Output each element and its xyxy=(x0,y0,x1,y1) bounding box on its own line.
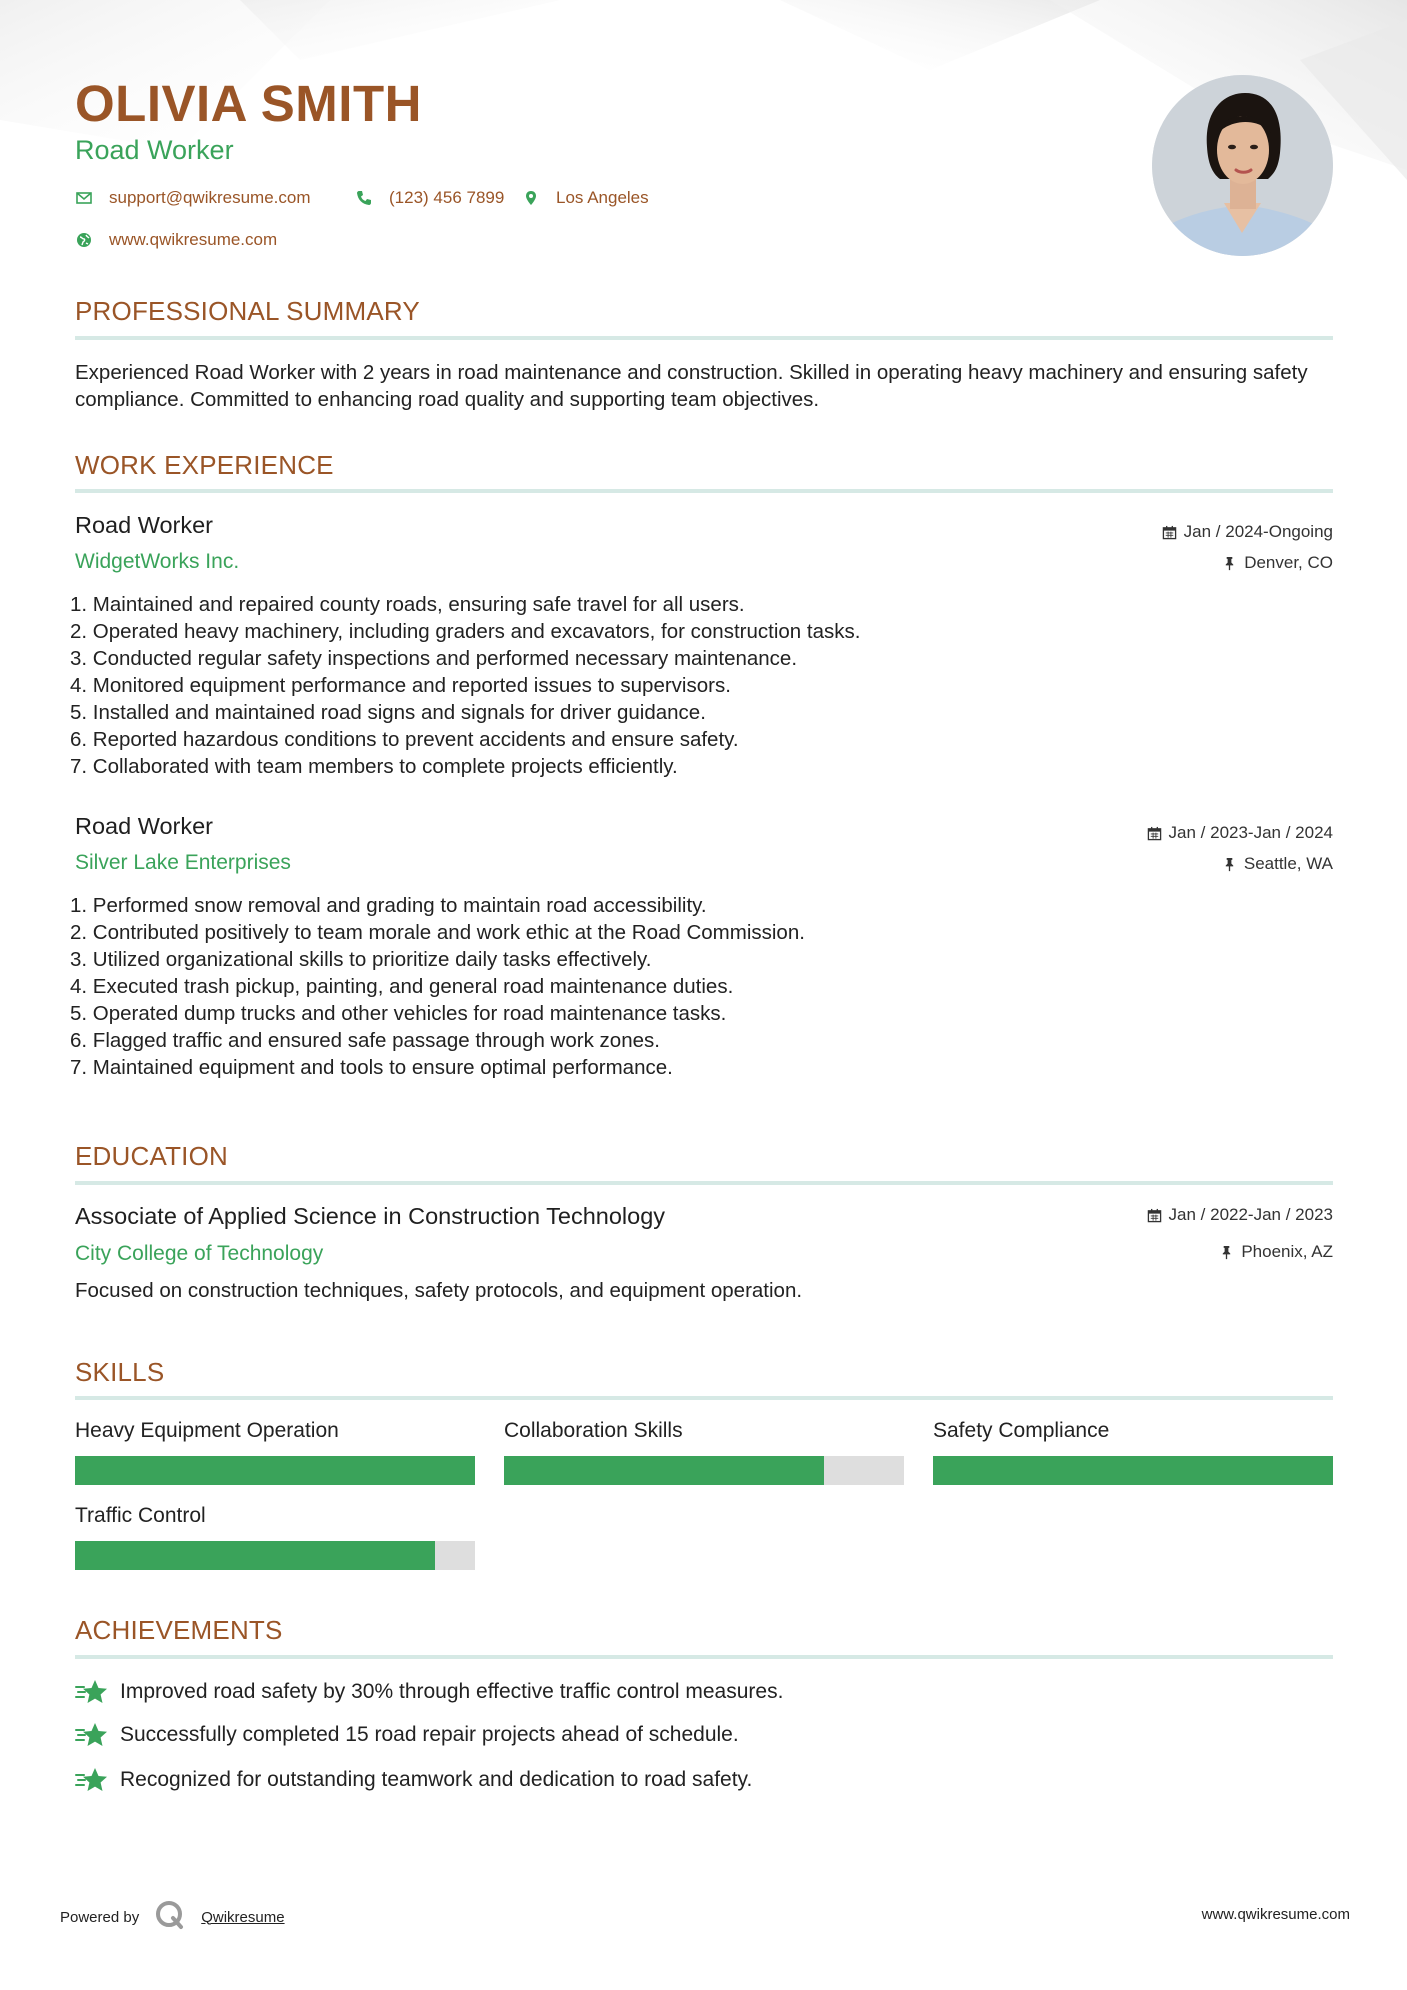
skills-heading: SKILLS xyxy=(75,1357,165,1387)
skills-divider xyxy=(75,1396,1333,1400)
job-1-company: WidgetWorks Inc. xyxy=(75,550,240,573)
list-item: 7. Maintained equipment and tools to ensure optimal performance. xyxy=(70,1056,673,1079)
achievements-heading: ACHIEVEMENTS xyxy=(75,1615,283,1645)
calendar-icon xyxy=(1162,525,1177,540)
achievements-divider xyxy=(75,1655,1333,1659)
achievement-2-text: Successfully completed 15 road repair projects ahead of schedule. xyxy=(120,1723,739,1746)
job-1-bullets xyxy=(70,591,1330,780)
education-location-text: Phoenix, AZ xyxy=(1241,1242,1333,1261)
education-dates xyxy=(1147,1205,1333,1225)
star-icon xyxy=(75,1766,109,1794)
experience-divider xyxy=(75,489,1333,493)
calendar-icon xyxy=(1147,1208,1162,1223)
list-item: 4. Executed trash pickup, painting, and general road maintenance duties. xyxy=(70,975,734,998)
star-icon xyxy=(75,1721,109,1749)
skill-4-label: Traffic Control xyxy=(75,1504,206,1527)
list-item: 6. Reported hazardous conditions to prevent accidents and ensure safety. xyxy=(70,728,739,751)
website-text: www.qwikresume.com xyxy=(109,230,278,249)
list-item: 2. Operated heavy machinery, including graders and excavators, for construction tasks. xyxy=(70,620,861,643)
skill-3-fill xyxy=(933,1456,1333,1485)
skill-4-fill xyxy=(75,1541,435,1570)
calendar-icon xyxy=(1147,826,1162,841)
skill-3-label: Safety Compliance xyxy=(933,1419,1110,1442)
location-text: Los Angeles xyxy=(556,188,649,207)
achievement-1 xyxy=(75,1678,783,1706)
phone-text: (123) 456 7899 xyxy=(389,188,505,207)
qwikresume-link[interactable]: Qwikresume xyxy=(201,1908,285,1926)
list-item: 4. Monitored equipment performance and reported issues to supervisors. xyxy=(70,674,731,697)
education-divider xyxy=(75,1181,1333,1185)
job-2-location-text: Seattle, WA xyxy=(1243,854,1333,873)
contact-phone[interactable] xyxy=(355,188,504,208)
achievement-3-text: Recognized for outstanding teamwork and dedication to road safety. xyxy=(120,1768,753,1791)
skill-1-bar xyxy=(75,1456,475,1485)
qwikresume-logo-icon xyxy=(155,1900,185,1934)
list-item: 3. Utilized organizational skills to prioritize daily tasks effectively. xyxy=(70,948,652,971)
job-2-company: Silver Lake Enterprises xyxy=(75,851,291,874)
list-item: 2. Contributed positively to team morale and work ethic at the Road Commission. xyxy=(70,921,805,944)
list-item: 5. Installed and maintained road signs and signals for driver guidance. xyxy=(70,701,706,724)
skill-4-bar xyxy=(75,1541,475,1570)
education-description: Focused on construction techniques, safety protocols, and equipment operation. xyxy=(75,1279,803,1302)
candidate-title: Road Worker xyxy=(75,135,234,165)
candidate-name: OLIVIA SMITH xyxy=(75,75,422,132)
job-1-location-text: Denver, CO xyxy=(1244,553,1333,572)
contact-website[interactable] xyxy=(75,230,277,250)
education-heading: EDUCATION xyxy=(75,1141,228,1171)
footer-website[interactable]: www.qwikresume.com xyxy=(1201,1906,1350,1923)
list-item: 1. Maintained and repaired county roads, ensuring safe travel for all users. xyxy=(70,593,745,616)
achievement-1-text: Improved road safety by 30% through effective traffic control measures. xyxy=(120,1680,784,1703)
contact-location xyxy=(522,188,649,208)
job-1-dates xyxy=(1162,522,1333,542)
skill-2-bar xyxy=(504,1456,904,1485)
job-2-role: Road Worker xyxy=(75,813,214,839)
list-item: 7. Collaborated with team members to complete projects efficiently. xyxy=(70,755,678,778)
achievement-2 xyxy=(75,1721,739,1749)
phone-icon xyxy=(355,189,373,207)
pushpin-icon xyxy=(1222,556,1237,571)
email-text: support@qwikresume.com xyxy=(109,188,311,207)
job-2-bullets xyxy=(70,892,1330,1081)
skill-2-fill xyxy=(504,1456,824,1485)
list-item: 6. Flagged traffic and ensured safe passage through work zones. xyxy=(70,1029,660,1052)
skill-3-bar xyxy=(933,1456,1333,1485)
globe-icon xyxy=(75,231,93,249)
education-degree: Associate of Applied Science in Construction Technology xyxy=(75,1203,666,1229)
pushpin-icon xyxy=(1219,1245,1234,1260)
job-2-dates-text: Jan / 2023-Jan / 2024 xyxy=(1168,823,1333,842)
skill-1-fill xyxy=(75,1456,475,1485)
contact-email[interactable] xyxy=(75,188,311,208)
map-pin-icon xyxy=(522,189,540,207)
pushpin-icon xyxy=(1222,857,1237,872)
achievement-3 xyxy=(75,1766,752,1794)
job-2-dates xyxy=(1147,823,1333,843)
list-item: 5. Operated dump trucks and other vehicles for road maintenance tasks. xyxy=(70,1002,727,1025)
education-school: City College of Technology xyxy=(75,1242,324,1265)
job-1-dates-text: Jan / 2024-Ongoing xyxy=(1183,522,1333,541)
education-location xyxy=(1219,1242,1333,1262)
list-item: 3. Conducted regular safety inspections and performed necessary maintenance. xyxy=(70,647,798,670)
profile-photo xyxy=(1152,75,1333,256)
job-2-location xyxy=(1222,854,1333,874)
skill-2-label: Collaboration Skills xyxy=(504,1419,683,1442)
list-item: 1. Performed snow removal and grading to maintain road accessibility. xyxy=(70,894,707,917)
summary-divider xyxy=(75,336,1333,340)
summary-heading: PROFESSIONAL SUMMARY xyxy=(75,296,420,326)
skill-1-label: Heavy Equipment Operation xyxy=(75,1419,339,1442)
experience-heading: WORK EXPERIENCE xyxy=(75,450,334,480)
job-1-role: Road Worker xyxy=(75,512,214,538)
education-dates-text: Jan / 2022-Jan / 2023 xyxy=(1168,1205,1333,1224)
footer-powered-by xyxy=(60,1900,285,1934)
job-1-location xyxy=(1222,553,1333,573)
envelope-icon xyxy=(75,189,93,207)
summary-text: Experienced Road Worker with 2 years in road maintenance and construction. Skilled in operating heavy machinery and ensuring safety compliance. Committed to enhancing road quality and supporting team objectives. xyxy=(75,361,1308,411)
star-icon xyxy=(75,1678,109,1706)
powered-by-label: Powered by xyxy=(60,1908,140,1926)
